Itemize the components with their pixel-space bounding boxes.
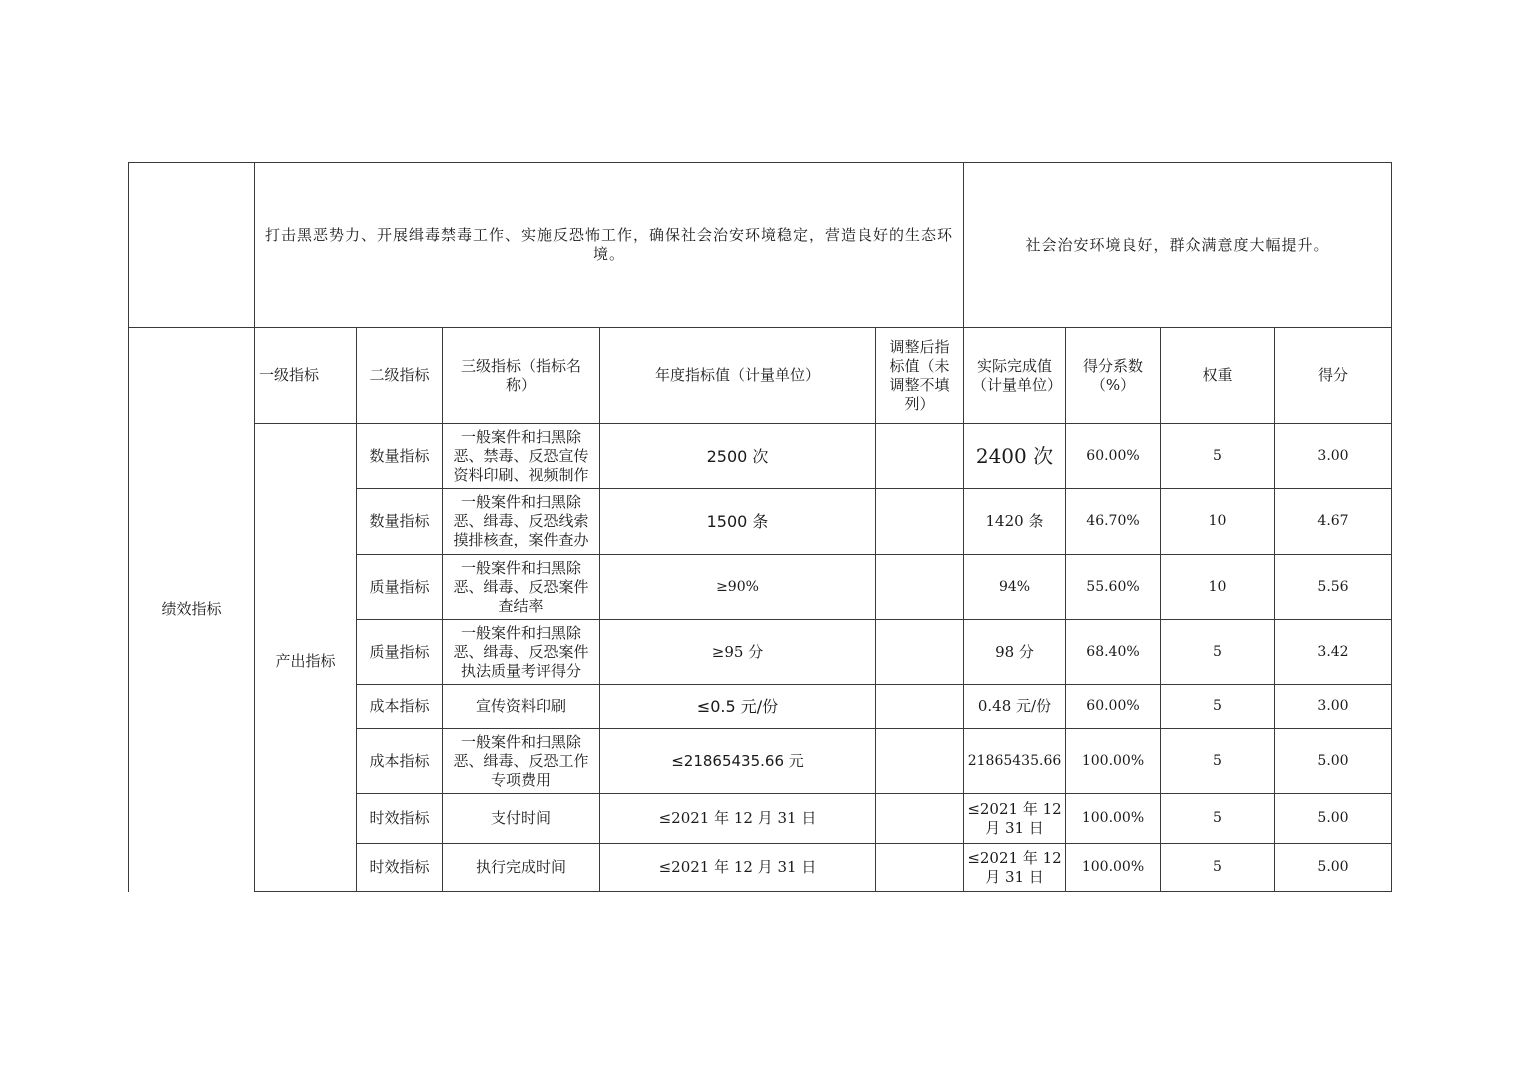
row-score: 3.00 — [1317, 698, 1349, 714]
goal-actual: 社会治安环境良好，群众满意度大幅提升。 — [1025, 235, 1330, 254]
row-actual: 2400 次 — [975, 443, 1054, 468]
row-coef: 68.40% — [1086, 643, 1140, 660]
section-label: 绩效指标 — [161, 600, 222, 618]
row-adjusted — [876, 424, 963, 488]
row-adjusted — [876, 489, 963, 554]
header-actual-value: 实际完成值（计量单位） — [972, 356, 1063, 394]
row-level3: 支付时间 — [490, 809, 551, 827]
header-level2: 二级指标 — [369, 366, 430, 384]
row-adjusted — [876, 729, 963, 793]
row-actual: 0.48 元/份 — [977, 697, 1052, 715]
row-level3: 宣传资料印刷 — [475, 697, 566, 715]
row-coef: 60.00% — [1086, 698, 1140, 714]
row-actual: ≤2021 年 12 月 31 日 — [967, 799, 1062, 837]
row-coef: 100.00% — [1081, 859, 1145, 875]
row-actual: 94% — [998, 578, 1031, 595]
row-weight: 5 — [1213, 810, 1222, 826]
row-level3: 一般案件和扫黑除恶、缉毒、反恐案件执法质量考评得分 — [453, 623, 589, 680]
row-adjusted — [876, 844, 963, 891]
row-level3: 一般案件和扫黑除恶、缉毒、反恐案件查结率 — [453, 558, 589, 615]
row-weight: 5 — [1213, 447, 1222, 464]
row-actual: 98 分 — [995, 642, 1034, 661]
row-actual: 1420 条 — [985, 512, 1044, 530]
row-weight: 10 — [1208, 513, 1227, 529]
row-level2: 数量指标 — [369, 512, 430, 530]
row-adjusted — [876, 620, 963, 684]
table-border-bottom — [254, 891, 1392, 892]
row-level3: 一般案件和扫黑除恶、缉毒、反恐线索摸排核查，案件查办 — [453, 493, 589, 549]
row-weight: 10 — [1208, 578, 1227, 595]
header-weight: 权重 — [1202, 366, 1233, 384]
row-weight: 5 — [1213, 643, 1222, 660]
row-target: ≤21865435.66 元 — [671, 751, 804, 770]
row-target: ≤2021 年 12 月 31 日 — [658, 809, 817, 827]
row-level2: 成本指标 — [369, 697, 430, 715]
row-actual: 21865435.66 — [967, 752, 1062, 769]
row-target: ≥90% — [716, 578, 759, 595]
row-level3: 执行完成时间 — [475, 858, 566, 876]
row-level3: 一般案件和扫黑除恶、禁毒、反恐宣传资料印刷、视频制作 — [453, 427, 589, 484]
row-level2: 质量指标 — [369, 577, 430, 596]
row-level2: 数量指标 — [369, 446, 430, 465]
row-level2: 时效指标 — [369, 809, 430, 827]
row-level2: 时效指标 — [369, 858, 430, 876]
row-level3: 一般案件和扫黑除恶、缉毒、反恐工作专项费用 — [453, 732, 589, 789]
row-score: 5.00 — [1317, 859, 1349, 875]
row-score: 5.00 — [1317, 752, 1349, 769]
row-score: 3.00 — [1317, 447, 1349, 464]
row-score: 3.42 — [1317, 643, 1349, 660]
header-score-coef: 得分系数（%） — [1082, 356, 1143, 394]
row-adjusted — [876, 555, 963, 619]
header-level3: 三级指标（指标名称） — [460, 356, 581, 394]
goal-planned: 打击黑恶势力、开展缉毒禁毒工作、实施反恐怖工作，确保社会治安环境稳定，营造良好的生态环境。 — [264, 226, 953, 263]
row-target: ≥95 分 — [711, 642, 764, 661]
header-annual-target: 年度指标值（计量单位） — [654, 366, 820, 384]
header-adjusted-target: 调整后指标值（未调整不填列） — [889, 337, 950, 413]
row-coef: 55.60% — [1086, 578, 1140, 595]
row-target: 2500 次 — [706, 446, 769, 466]
row-target: 1500 条 — [706, 512, 769, 531]
row-coef: 46.70% — [1086, 513, 1140, 529]
level1-group: 产出指标 — [275, 652, 336, 670]
row-score: 5.56 — [1317, 578, 1349, 595]
table-border-right — [1391, 162, 1392, 892]
row-weight: 5 — [1213, 752, 1222, 769]
row-coef: 100.00% — [1081, 752, 1145, 769]
row-coef: 60.00% — [1086, 447, 1140, 464]
row-adjusted — [876, 685, 963, 728]
row-weight: 5 — [1213, 698, 1222, 714]
row-score: 4.67 — [1317, 513, 1349, 529]
row-level2: 质量指标 — [369, 642, 430, 661]
row-actual: ≤2021 年 12 月 31 日 — [967, 848, 1062, 886]
row-target: ≤2021 年 12 月 31 日 — [658, 858, 817, 876]
row-level2: 成本指标 — [369, 751, 430, 770]
header-level1: 一级指标 — [259, 366, 320, 384]
row-adjusted — [876, 794, 963, 843]
row-weight: 5 — [1213, 859, 1222, 875]
row-score: 5.00 — [1317, 810, 1349, 826]
row-coef: 100.00% — [1081, 810, 1145, 826]
row-target: ≤0.5 元/份 — [696, 697, 779, 716]
header-score: 得分 — [1317, 366, 1348, 384]
